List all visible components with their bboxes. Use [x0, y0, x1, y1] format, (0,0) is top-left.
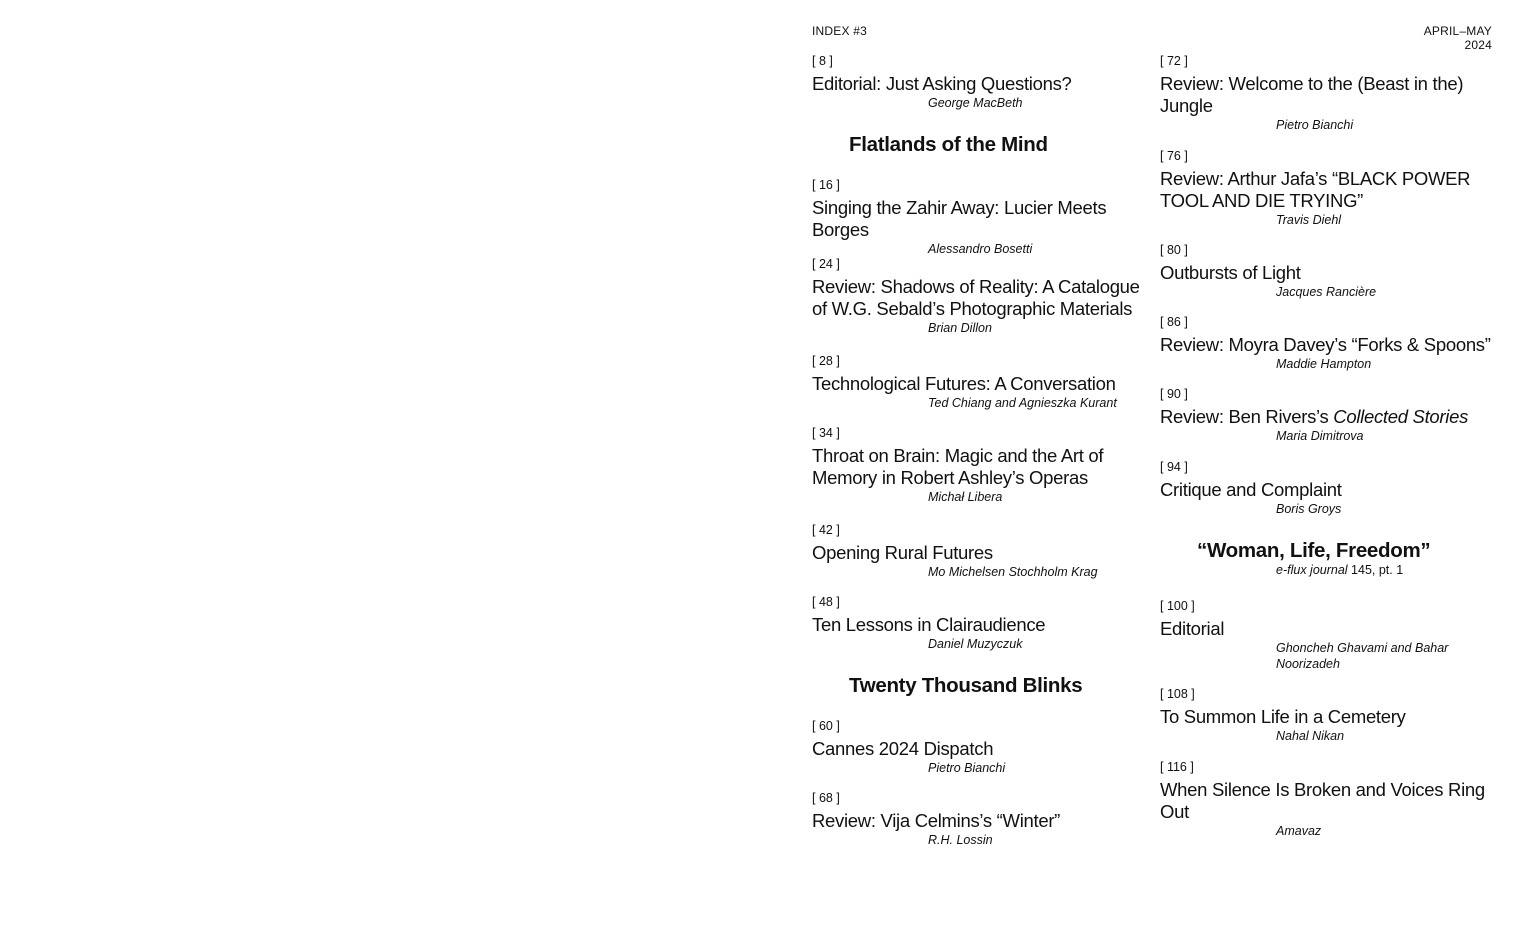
page-number: [ 8 ] — [812, 54, 833, 68]
toc-entry[interactable] — [812, 523, 1142, 580]
page-number: [ 24 ] — [812, 257, 840, 271]
article-author: Mo Michelsen Stochholm Krag — [928, 565, 1098, 579]
article-author: Nahal Nikan — [1276, 729, 1345, 743]
page-number: [ 86 ] — [1160, 315, 1188, 329]
toc-entry[interactable] — [1160, 243, 1490, 300]
toc-entry[interactable] — [1160, 460, 1490, 517]
article-author: Maddie Hampton — [1276, 357, 1372, 371]
article-author: Pietro Bianchi — [928, 761, 1006, 775]
article-author: Michał Libera — [928, 490, 1003, 504]
article-author: Daniel Muzyczuk — [928, 637, 1023, 651]
toc-entry[interactable] — [812, 595, 1142, 652]
page-number: [ 16 ] — [812, 178, 840, 192]
section-subheading — [1276, 562, 1403, 578]
toc-entry[interactable] — [812, 354, 1147, 411]
section-heading: Flatlands of the Mind — [849, 133, 1048, 156]
page-number: [ 68 ] — [812, 791, 840, 805]
article-title[interactable]: Review: Arthur Jafa’s “BLACK POWER TOOL AND DIE TRYING” — [1160, 168, 1471, 211]
toc-entry[interactable] — [812, 54, 1142, 111]
toc-entry[interactable] — [1160, 54, 1490, 133]
page-number: [ 76 ] — [1160, 149, 1188, 163]
article-title[interactable]: Technological Futures: A Conversation — [812, 373, 1116, 394]
article-title[interactable]: Ten Lessons in Clairaudience — [812, 614, 1046, 635]
page-number: [ 42 ] — [812, 523, 840, 537]
page-number: [ 100 ] — [1160, 599, 1195, 613]
article-title[interactable]: Singing the Zahir Away: Lucier Meets Borges — [812, 197, 1107, 240]
article-title[interactable]: Editorial — [1160, 618, 1225, 639]
article-title[interactable]: Throat on Brain: Magic and the Art of Memory in Robert Ashley’s Operas — [812, 445, 1104, 488]
toc-entry[interactable] — [1160, 599, 1490, 672]
article-author: Travis Diehl — [1276, 213, 1342, 227]
page-number: [ 72 ] — [1160, 54, 1188, 68]
article-title[interactable]: Review: Welcome to the (Beast in the) Jungle — [1160, 73, 1464, 116]
article-title[interactable] — [1160, 406, 1500, 428]
page-number: [ 116 ] — [1160, 760, 1194, 774]
toc-entry[interactable] — [812, 719, 1142, 776]
toc-entry[interactable] — [812, 426, 1142, 505]
article-author: Alessandro Bosetti — [928, 242, 1033, 256]
article-author: Ted Chiang and Agnieszka Kurant — [928, 396, 1117, 410]
toc-entry[interactable] — [812, 178, 1142, 257]
page-number: [ 94 ] — [1160, 460, 1188, 474]
article-title[interactable]: When Silence Is Broken and Voices Ring Out — [1160, 779, 1485, 822]
article-author: Boris Groys — [1276, 502, 1342, 516]
issue-date: APRIL–MAY 2024 — [1423, 24, 1492, 52]
article-author: Pietro Bianchi — [1276, 118, 1354, 132]
section-heading: Twenty Thousand Blinks — [849, 674, 1083, 697]
page-number: [ 34 ] — [812, 426, 840, 440]
article-author: Brian Dillon — [928, 321, 992, 335]
index-label: INDEX #3 — [812, 24, 867, 38]
page-number: [ 80 ] — [1160, 243, 1188, 257]
article-title[interactable]: To Summon Life in a Cemetery — [1160, 706, 1406, 727]
article-title[interactable]: Review: Moyra Davey’s “Forks & Spoons” — [1160, 334, 1491, 355]
title-text: Review: Ben Rivers’s — [1160, 406, 1334, 427]
toc-entry[interactable] — [1160, 687, 1490, 744]
toc-entry[interactable] — [812, 791, 1142, 848]
page-number: [ 48 ] — [812, 595, 840, 609]
article-title[interactable]: Critique and Complaint — [1160, 479, 1342, 500]
page-number: [ 60 ] — [812, 719, 840, 733]
page-number: [ 90 ] — [1160, 387, 1188, 401]
article-author: Maria Dimitrova — [1276, 429, 1364, 443]
article-title[interactable]: Outbursts of Light — [1160, 262, 1301, 283]
journal-name: e-flux journal — [1276, 563, 1348, 577]
article-author: Ghoncheh Ghavami and Bahar Noorizadeh — [1276, 641, 1449, 671]
page-number: [ 108 ] — [1160, 687, 1195, 701]
article-title[interactable]: Review: Shadows of Reality: A Catalogue of W.G. Sebald’s Photographic Materials — [812, 276, 1140, 319]
toc-entry[interactable] — [812, 257, 1147, 336]
section-heading: “Woman, Life, Freedom” — [1197, 539, 1431, 562]
article-author: Jacques Rancière — [1276, 285, 1377, 299]
article-author: Amavaz — [1276, 824, 1322, 838]
article-author: George MacBeth — [928, 96, 1023, 110]
article-title[interactable]: Cannes 2024 Dispatch — [812, 738, 994, 759]
title-italic-text: Collected Stories — [1333, 406, 1469, 427]
toc-entry[interactable] — [1160, 760, 1490, 839]
article-title[interactable]: Review: Vija Celmins’s “Winter” — [812, 810, 1061, 831]
issue-part: 145, pt. 1 — [1347, 563, 1404, 577]
article-title[interactable]: Opening Rural Futures — [812, 542, 993, 563]
toc-entry[interactable] — [1160, 315, 1500, 372]
article-author: R.H. Lossin — [928, 833, 993, 847]
toc-entry[interactable] — [1160, 387, 1500, 444]
toc-entry[interactable] — [1160, 149, 1490, 228]
page-number: [ 28 ] — [812, 354, 840, 368]
article-title[interactable]: Editorial: Just Asking Questions? — [812, 73, 1072, 94]
